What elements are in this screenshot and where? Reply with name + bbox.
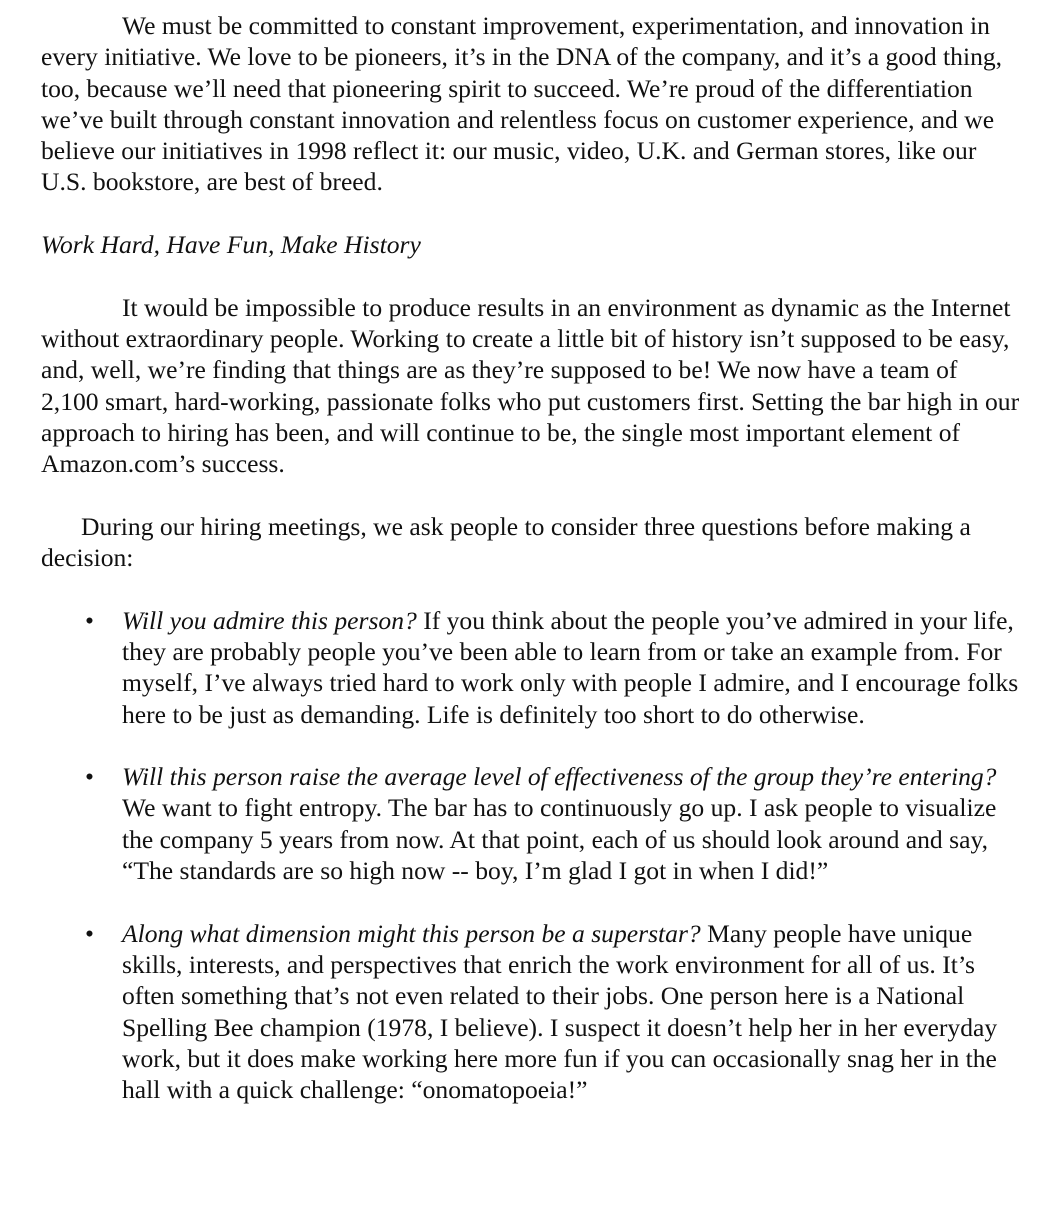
bullet-icon: • [85, 762, 94, 792]
paragraph-innovation: We must be committed to constant improvement, experimentation, and innovation in every initiative. We love to be pioneers, it’s in the DNA of the company, and it’s a good thing, too, because we’ll need that pioneering spirit to succeed. We’re proud of the differentiation we’ve built through constant innovation and relentless focus on customer experience, and we believe our initiatives in 1998 reflect it: our music, video, U.K. and German stores, like our U.S. bookstore, are best of breed. [41, 11, 1003, 197]
question-text: Will this person raise the average level of effectiveness of the group they’re entering? [122, 762, 997, 792]
section-heading: Work Hard, Have Fun, Make History [41, 230, 421, 260]
answer-text: We want to fight entropy. The bar has to continuously go up. I ask people to visualize the company 5 years from now. At that point, each of us should look around and say, “The standards are so high now -- boy, I’m glad I got in when I did!” [122, 793, 997, 886]
question-text: Will you admire this person? [122, 605, 417, 635]
hiring-questions-list [41, 605, 1021, 1106]
document-page [41, 10, 1021, 1137]
list-item [41, 761, 1021, 886]
paragraph-hiring-intro: During our hiring meetings, we ask people to consider three questions before making a decision: [41, 511, 971, 573]
paragraph-people: It would be impossible to produce results in an environment as dynamic as the Internet without extraordinary people. Working to create a little bit of history isn’t supposed to be easy, and, well, we’re finding that things are as they’re supposed to be! We now have a team of 2,100 smart, hard-working, passionate folks who put customers first. Setting the bar high in our approach to hiring has been, and will continue to be, the single most important element of Amazon.com’s success. [41, 292, 1020, 479]
list-item [41, 605, 1021, 730]
bullet-icon: • [85, 918, 94, 948]
answer-text: If you think about the people you’ve admired in your life, they are probably people you’ve been able to learn from or take an example from. For myself, I’ve always tried hard to work only with people I admire, and I encourage folks here to be just as demanding. Life is definitely too short to do otherwise. [122, 605, 1019, 729]
question-text: Along what dimension might this person be a superstar? [122, 918, 701, 948]
list-item [41, 918, 1021, 1106]
bullet-icon: • [85, 605, 94, 635]
answer-text: Many people have unique skills, interests, and perspectives that enrich the work environment for all of us. It’s often something that’s not even related to their jobs. One person here is a National Spelling Bee champion (1978, I believe). I suspect it doesn’t help her in her everyday work, but it does make working here more fun if you can occasionally snag her in the hall with a quick challenge: “onomatopoeia!” [122, 918, 998, 1105]
